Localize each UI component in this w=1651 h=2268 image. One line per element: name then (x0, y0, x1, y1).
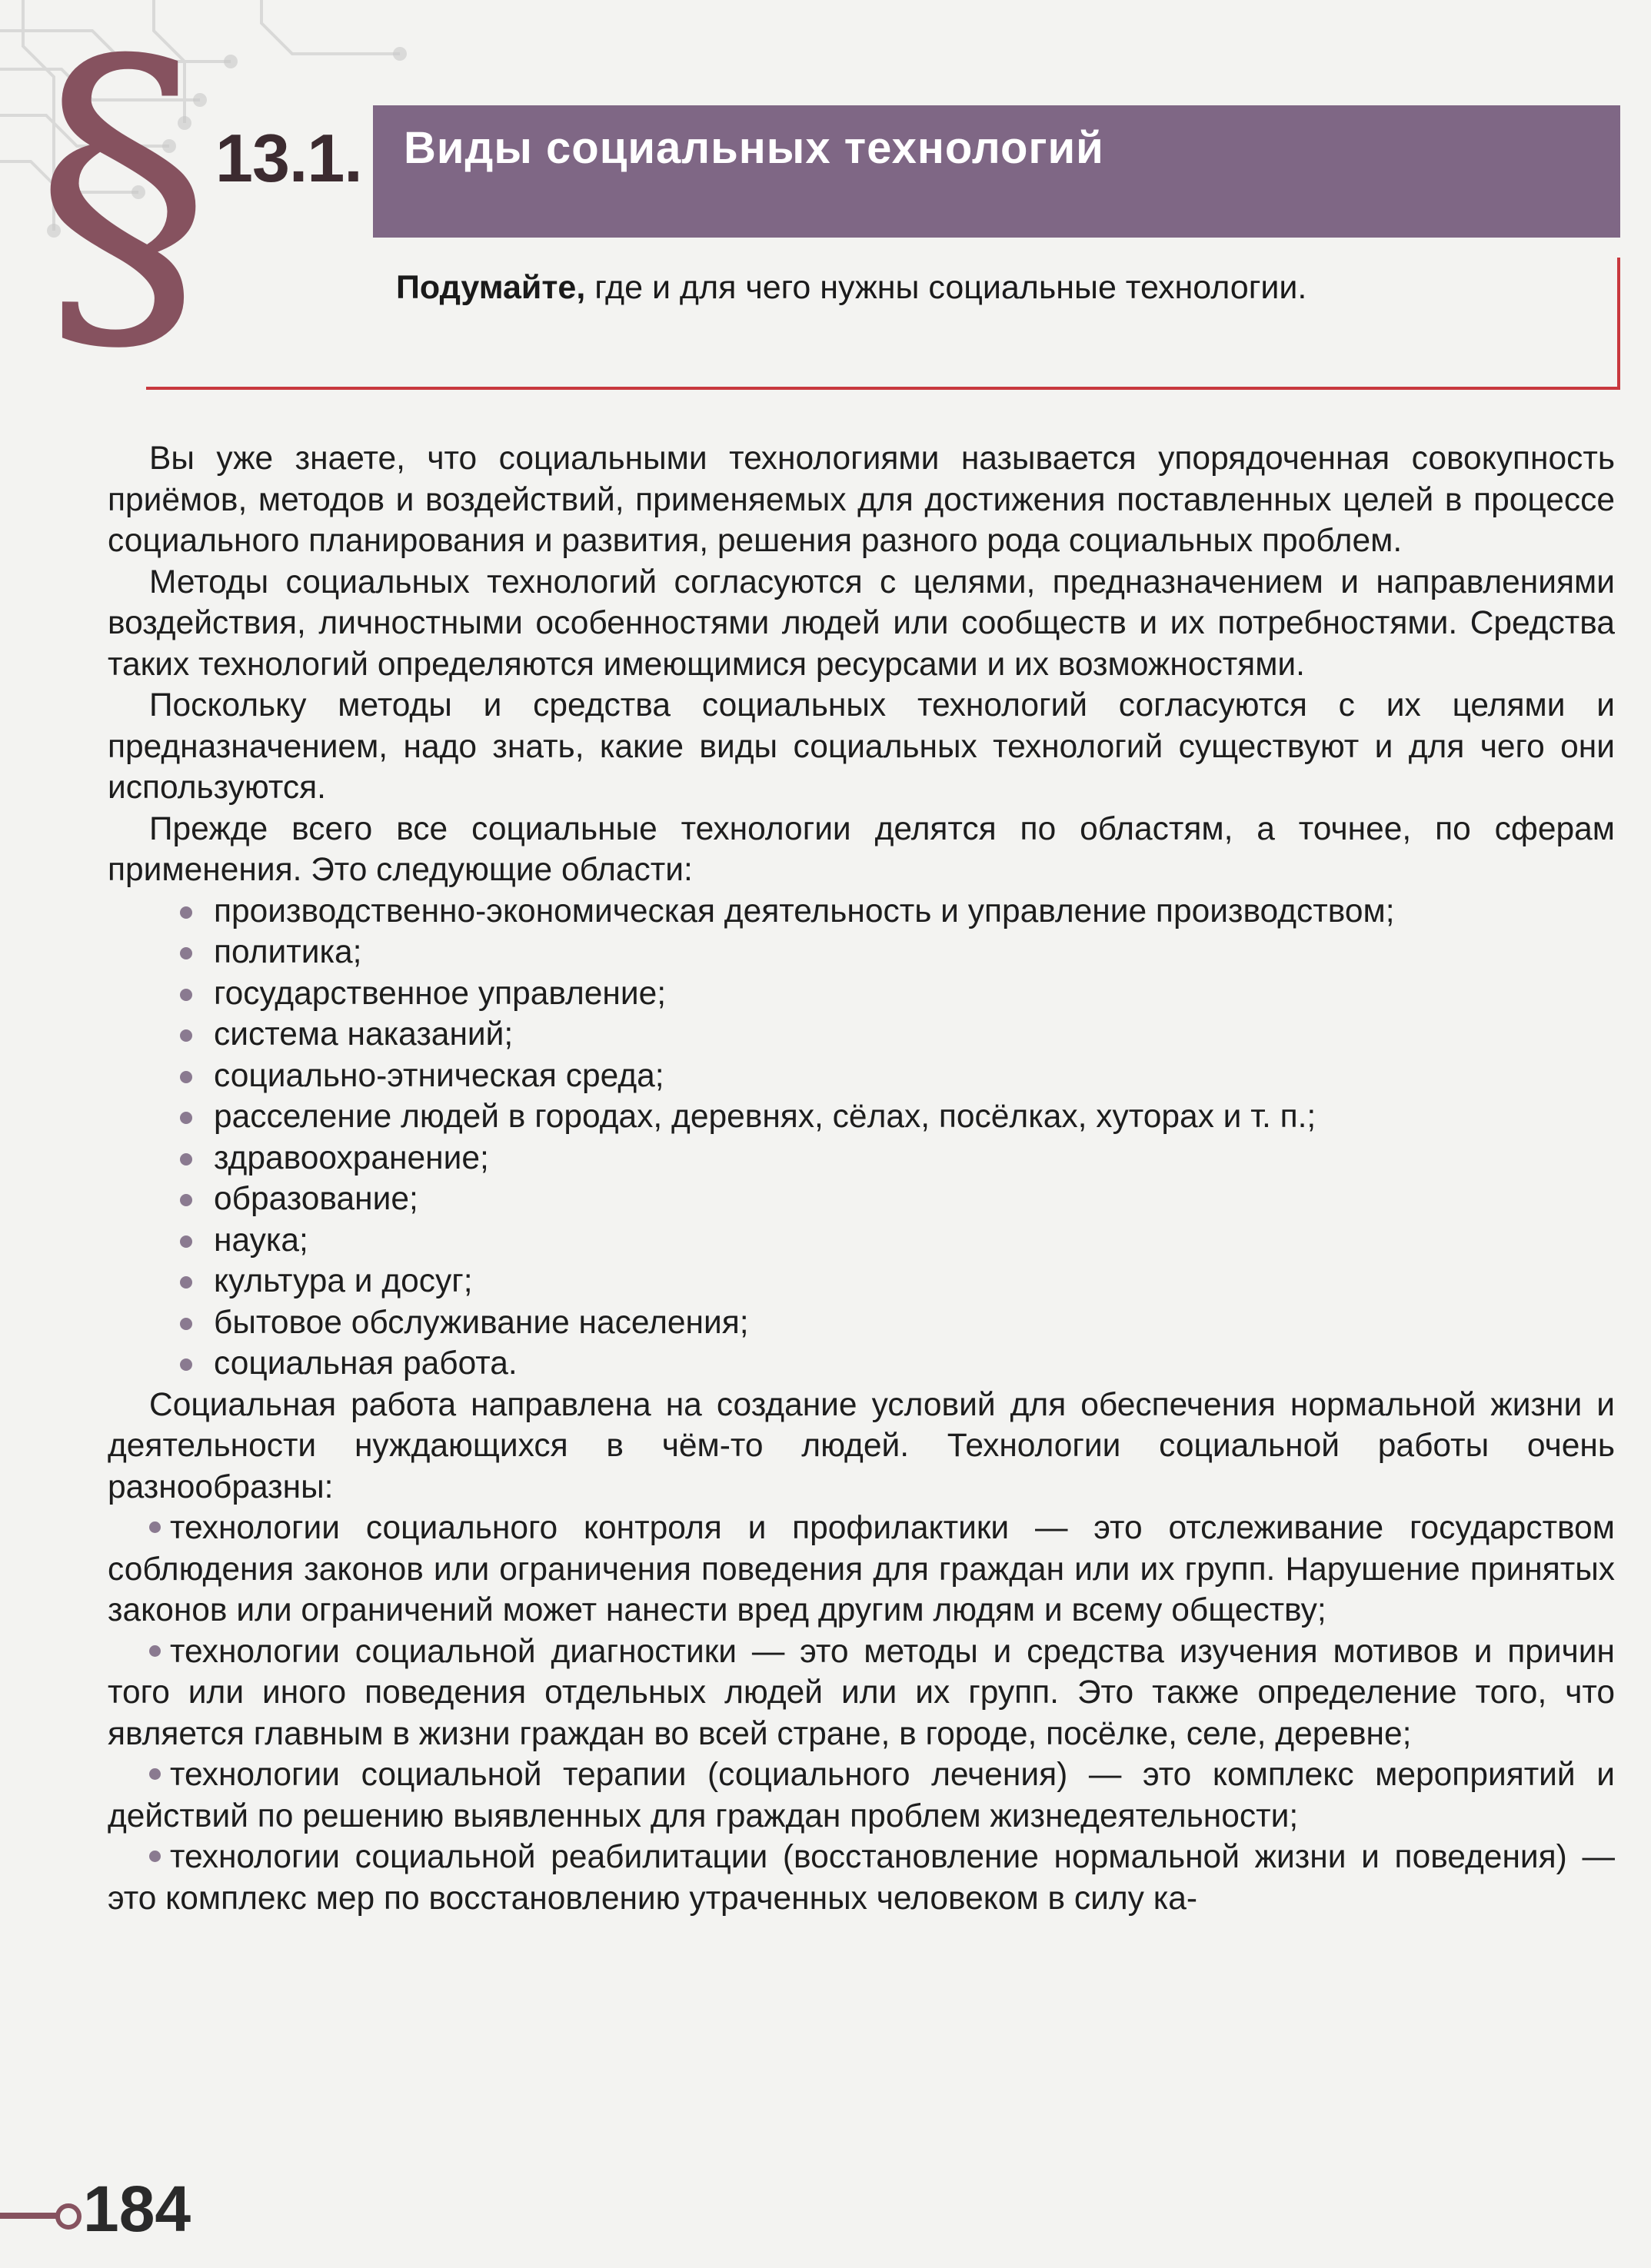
technologies-list (108, 1508, 1615, 1919)
paragraph: Прежде всего все социальные технологии делятся по областям, а точнее, по сферам применения. Это следующие области: (108, 810, 1615, 888)
list-item (108, 1754, 1615, 1837)
list-item-text: технологии социальной реабилитации (восстановление нормальной жизни и поведения) — это комплекс мер по восстановлению утраченных человеком в силу ка- (108, 1839, 1615, 1917)
paragraph: Поскольку методы и средства социальных технологий согласуются с их целями и предназначением, надо знать, какие виды социальных технологий существуют и для чего они используются. (108, 687, 1615, 806)
section-sign: § (35, 0, 211, 397)
page-marker-circle-icon (55, 2203, 82, 2230)
list-item: социально-этническая среда; (175, 1056, 1615, 1097)
list-item-text: технологии социального контроля и профилактики — это отслеживание государством соблюдения законов или ограничения поведения для граждан или их групп. Нарушение принятых законов или ограничений может нанести вред другим людям и всему обществу; (108, 1510, 1615, 1628)
paragraph: Социальная работа направлена на создание условий для обеспечения нормальной жизни и деятельности нуждающихся в чём-то людей. Технологии социальной работы очень разнообразны: (108, 1386, 1615, 1505)
page-marker-line (0, 2213, 60, 2219)
list-item: культура и досуг; (175, 1261, 1615, 1302)
list-item: производственно-экономическая деятельность и управление производством; (175, 891, 1615, 933)
paragraph: Методы социальных технологий согласуются с целями, предназначением и направлениями воздействия, личностными особенностями людей или сообществ и их потребностями. Средства таких технологий определяются имеющимися ресурсами и их возможностями. (108, 564, 1615, 683)
question-bold: Подумайте, (396, 269, 586, 306)
question-text (396, 269, 1306, 307)
list-item-text: технологии социальной диагностики — это методы и средства изучения мотивов и причин того или иного поведения отдельных людей или их групп. Это также определение того, что является главным в жизни граждан во всей стране, в городе, посёлке, селе, деревне; (108, 1633, 1615, 1752)
paragraph: Вы уже знаете, что социальными технологиями называется упорядоченная совокупность приёмов, методов и воздействий, применяемых для достижения поставленных целей в процессе социального планирования и развития, решения разного рода социальных проблем. (108, 441, 1615, 559)
list-item: расселение людей в городах, деревнях, сёлах, посёлках, хуторах и т. п.; (175, 1096, 1615, 1138)
list-item: образование; (175, 1179, 1615, 1220)
list-item: система наказаний; (175, 1014, 1615, 1056)
bullet-icon (149, 1645, 161, 1657)
list-item: социальная работа. (175, 1343, 1615, 1385)
title-bar (373, 105, 1620, 238)
areas-list (108, 891, 1615, 1385)
bullet-icon (149, 1768, 161, 1780)
list-item (108, 1631, 1615, 1755)
question-box (146, 258, 1620, 390)
list-item: наука; (175, 1220, 1615, 1262)
body-text (108, 438, 1615, 1919)
question-rest: где и для чего нужны социальные технологии. (585, 269, 1307, 306)
list-item: бытовое обслуживание населения; (175, 1302, 1615, 1344)
list-item: политика; (175, 932, 1615, 973)
list-item-text: технологии социальной терапии (социального лечения) — это комплекс мероприятий и действий по решению выявленных для граждан проблем жизнедеятельности; (108, 1757, 1615, 1834)
section-number: 13.1. (215, 120, 362, 196)
bullet-icon (149, 1851, 161, 1862)
list-item: здравоохранение; (175, 1138, 1615, 1179)
page-number: 184 (83, 2173, 191, 2245)
section-title: Виды социальных технологий (404, 123, 1104, 173)
list-item (108, 1837, 1615, 1919)
list-item (108, 1508, 1615, 1631)
list-item: государственное управление; (175, 973, 1615, 1015)
bullet-icon (149, 1521, 161, 1533)
